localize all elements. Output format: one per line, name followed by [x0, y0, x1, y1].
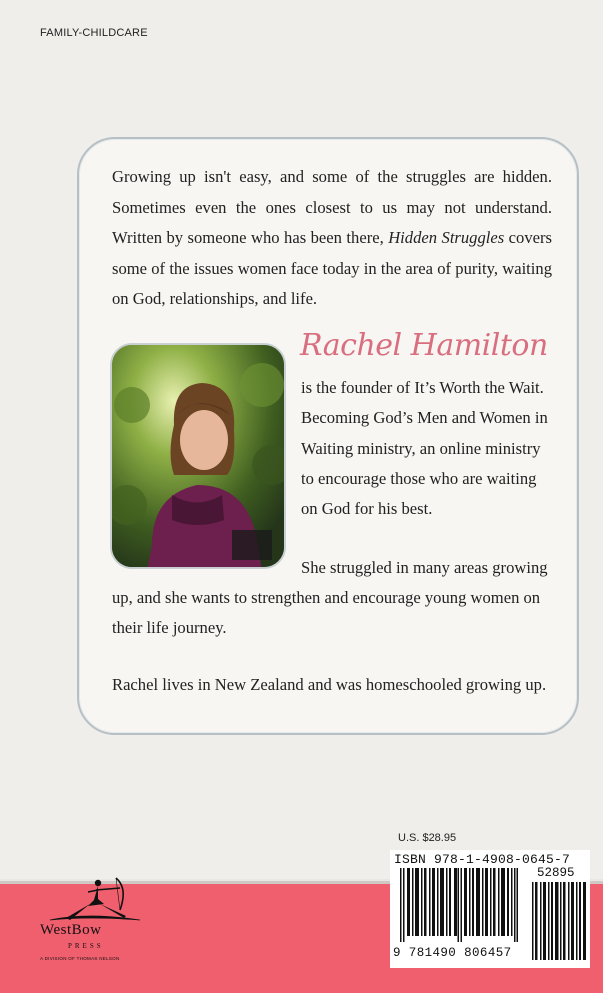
ean-barcode — [400, 868, 518, 942]
category-label: FAMILY-CHILDCARE — [40, 27, 148, 39]
blurb-end: covers some of the issues women face today in the area of purity, waiting on God, relationships, and life. — [112, 228, 552, 308]
book-title: Hidden Struggles — [388, 228, 505, 247]
author-photo — [110, 343, 286, 569]
publisher-press: PRESS — [68, 942, 104, 950]
author-portrait-image — [112, 345, 286, 569]
ean-number: 9 781490 806457 — [393, 946, 512, 960]
publisher-name: WestBow — [40, 922, 102, 938]
addon-barcode — [532, 882, 588, 960]
blurb-intro: Growing up isn't easy, and some of the struggles are hidden. Sometimes even the ones closest to us may not understand. Written by someone who has been there, — [112, 167, 552, 247]
publisher-division: A DIVISION OF THOMAS NELSON — [40, 956, 120, 961]
barcode-addon-number: 52895 — [537, 866, 575, 880]
author-closing: Rachel lives in New Zealand and was homeschooled growing up. — [112, 675, 547, 694]
author-name: Rachel Hamilton — [300, 328, 548, 363]
isbn-label: ISBN 978-1-4908-0645-7 — [394, 852, 571, 867]
author-bio-2-line-1: She struggled in many areas growing — [301, 558, 548, 577]
author-bio-2: up, and she wants to strengthen and encourage young women on their life journey. — [112, 588, 541, 638]
price-label: U.S. $28.95 — [398, 832, 457, 844]
blurb-text — [112, 162, 552, 315]
author-bio: is the founder of It’s Worth the Wait. Becoming God’s Men and Women in Waiting ministry, an online ministry to encourage those who are waiting on God for his best. — [301, 378, 548, 519]
